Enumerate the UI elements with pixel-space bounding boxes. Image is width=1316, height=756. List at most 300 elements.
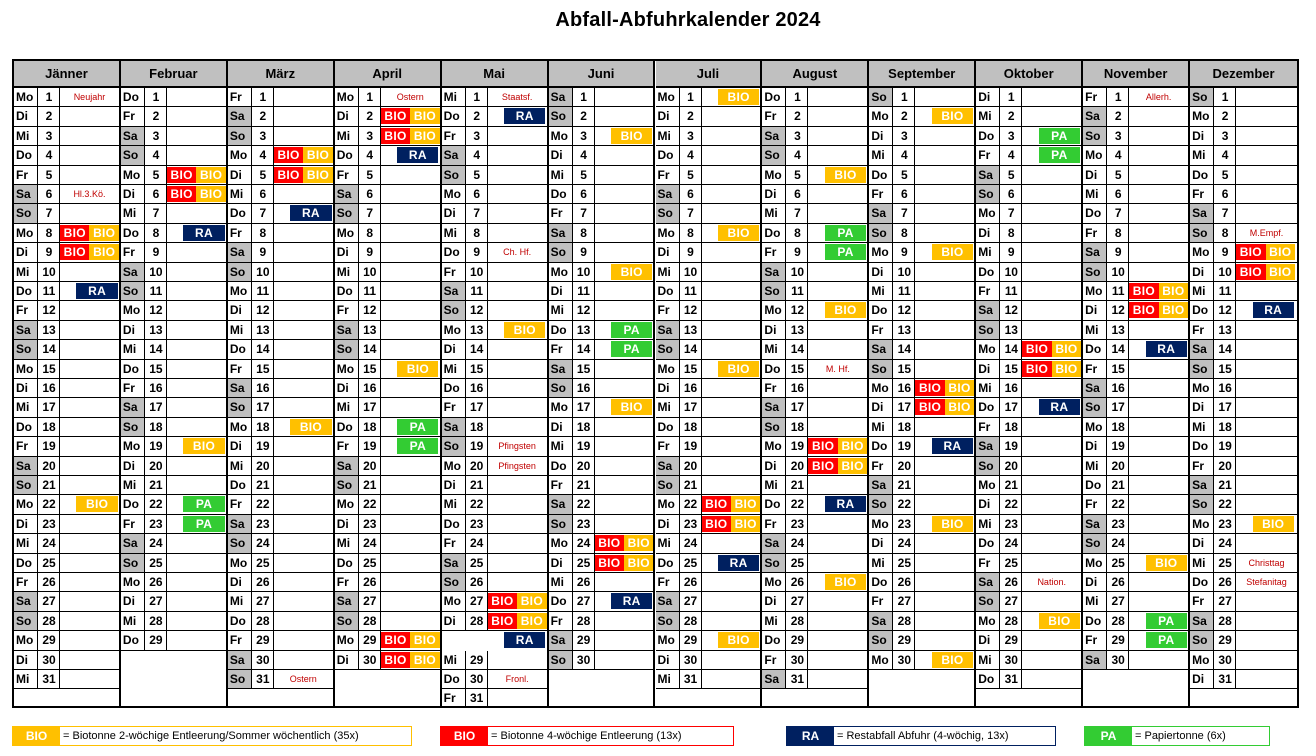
- day-events: [1129, 592, 1188, 610]
- day-events: [60, 88, 119, 106]
- day-row: [762, 592, 867, 611]
- legend-swatch: BIO: [13, 727, 60, 745]
- weekday-label: So: [335, 340, 359, 358]
- day-events: [595, 340, 654, 358]
- weekday-label: Mo: [121, 437, 145, 455]
- day-row: [976, 204, 1081, 223]
- day-row: [1083, 573, 1188, 592]
- weekday-label: Sa: [14, 321, 38, 339]
- day-row: [14, 340, 119, 359]
- pa-badge: PA: [397, 419, 438, 435]
- day-number: 23: [574, 515, 595, 533]
- weekday-label: Mi: [1083, 185, 1107, 203]
- day-number: 14: [146, 340, 167, 358]
- bio4-badge: BIO: [488, 593, 517, 609]
- day-number: 29: [467, 651, 488, 669]
- day-number: 11: [146, 282, 167, 300]
- day-number: 26: [1108, 573, 1129, 591]
- weekday-label: Sa: [1083, 379, 1107, 397]
- weekday-label: So: [335, 204, 359, 222]
- weekday-label: Di: [762, 457, 786, 475]
- day-row: [121, 88, 226, 107]
- day-events: [1022, 515, 1081, 533]
- day-row: [121, 204, 226, 223]
- day-row: [228, 166, 333, 185]
- weekday-label: Mi: [121, 204, 145, 222]
- weekday-label: Mo: [762, 437, 786, 455]
- day-row: [14, 554, 119, 573]
- day-events: [1129, 88, 1188, 106]
- weekday-label: Mo: [14, 631, 38, 649]
- weekday-label: So: [656, 340, 680, 358]
- day-events: [1022, 592, 1081, 610]
- weekday-label: Fr: [335, 166, 359, 184]
- day-events: [1022, 379, 1081, 397]
- weekday-label: Di: [14, 379, 38, 397]
- day-number: 21: [253, 476, 274, 494]
- day-events: [381, 612, 440, 630]
- day-number: 31: [253, 670, 274, 688]
- day-number: 8: [787, 224, 808, 242]
- bio-badge: BIO: [718, 89, 759, 105]
- weekday-label: Mo: [335, 495, 359, 513]
- holiday-label: Christtag: [1248, 557, 1285, 568]
- day-number: 7: [1215, 204, 1236, 222]
- weekday-label: Mo: [121, 166, 145, 184]
- day-number: 9: [39, 243, 60, 261]
- day-row: [228, 224, 333, 243]
- day-events: [702, 534, 761, 552]
- day-row: [1190, 282, 1297, 301]
- day-events: [702, 398, 761, 416]
- day-number: 18: [1001, 418, 1022, 436]
- day-row: [14, 185, 119, 204]
- weekday-label: Fr: [976, 418, 1000, 436]
- day-row: [656, 360, 761, 379]
- weekday-label: Do: [762, 360, 786, 378]
- day-row: [335, 534, 440, 553]
- day-row: [121, 146, 226, 165]
- day-number: 22: [681, 495, 702, 513]
- day-row: [228, 360, 333, 379]
- day-events: [595, 631, 654, 649]
- day-events: [488, 437, 547, 455]
- day-events: [1022, 224, 1081, 242]
- month-column: [442, 61, 549, 706]
- day-row: [656, 107, 761, 126]
- weekday-label: So: [549, 379, 573, 397]
- day-events: [274, 554, 333, 572]
- day-number: 19: [574, 437, 595, 455]
- bio-badge: BIO: [410, 632, 439, 648]
- day-row: [228, 398, 333, 417]
- weekday-label: Sa: [1083, 107, 1107, 125]
- weekday-label: Mo: [549, 534, 573, 552]
- weekday-label: So: [442, 437, 466, 455]
- day-events: [915, 651, 974, 669]
- weekday-label: Do: [121, 88, 145, 106]
- weekday-label: Mi: [762, 612, 786, 630]
- day-row: [656, 437, 761, 456]
- weekday-label: Fr: [549, 204, 573, 222]
- day-number: 5: [360, 166, 381, 184]
- day-events: [915, 612, 974, 630]
- day-row: [976, 360, 1081, 379]
- weekday-label: Di: [14, 515, 38, 533]
- day-row: [335, 185, 440, 204]
- bio4-badge: BIO: [1022, 341, 1051, 357]
- day-row: [656, 263, 761, 282]
- weekday-label: Mi: [442, 651, 466, 669]
- day-events: [167, 534, 226, 552]
- day-number: 24: [253, 534, 274, 552]
- bio-badge: BIO: [932, 244, 973, 260]
- day-number: 21: [894, 476, 915, 494]
- day-number: 11: [1215, 282, 1236, 300]
- day-number: 19: [146, 437, 167, 455]
- day-row: [762, 437, 867, 456]
- day-events: [1129, 204, 1188, 222]
- day-row: [976, 651, 1081, 670]
- day-events: [167, 88, 226, 106]
- day-number: 3: [787, 127, 808, 145]
- day-events: [1022, 301, 1081, 319]
- weekday-label: So: [442, 301, 466, 319]
- day-events: [488, 127, 547, 145]
- day-events: [167, 457, 226, 475]
- bio4-badge: BIO: [915, 380, 944, 396]
- day-events: [274, 418, 333, 436]
- day-row: [228, 418, 333, 437]
- weekday-label: Mi: [976, 243, 1000, 261]
- day-number: 11: [1001, 282, 1022, 300]
- day-number: 22: [1108, 495, 1129, 513]
- day-number: 18: [894, 418, 915, 436]
- day-number: 6: [467, 185, 488, 203]
- day-row: [1083, 418, 1188, 437]
- day-row: [976, 224, 1081, 243]
- day-row: [762, 263, 867, 282]
- day-row: [1083, 107, 1188, 126]
- weekday-label: Do: [656, 146, 680, 164]
- day-number: 19: [787, 437, 808, 455]
- day-row: [335, 224, 440, 243]
- day-number: 17: [1215, 398, 1236, 416]
- day-row: [228, 185, 333, 204]
- day-events: [1129, 166, 1188, 184]
- day-number: 18: [253, 418, 274, 436]
- day-row: [335, 573, 440, 592]
- weekday-label: Do: [869, 437, 893, 455]
- bio4-badge: BIO: [595, 555, 624, 571]
- day-number: 21: [360, 476, 381, 494]
- weekday-label: Mi: [656, 398, 680, 416]
- weekday-label: Mi: [656, 127, 680, 145]
- weekday-label: Di: [1190, 127, 1214, 145]
- weekday-label: Do: [228, 204, 252, 222]
- day-events: [488, 204, 547, 222]
- day-number: 17: [1108, 398, 1129, 416]
- day-events: [808, 573, 867, 591]
- day-row: [1190, 243, 1297, 262]
- day-events: [60, 243, 119, 261]
- day-row: [335, 301, 440, 320]
- day-events: [808, 437, 867, 455]
- day-row: [121, 515, 226, 534]
- day-events: [1236, 282, 1297, 300]
- day-number: 9: [1215, 243, 1236, 261]
- day-events: [60, 185, 119, 203]
- day-events: [274, 224, 333, 242]
- day-events: [915, 495, 974, 513]
- day-number: 2: [1108, 107, 1129, 125]
- bio4-badge: BIO: [488, 613, 517, 629]
- weekday-label: Sa: [228, 243, 252, 261]
- weekday-label: Fr: [442, 263, 466, 281]
- bio4-badge: BIO: [808, 438, 837, 454]
- day-events: [488, 573, 547, 591]
- day-events: [1022, 437, 1081, 455]
- day-row: [442, 670, 547, 689]
- day-row: [1190, 670, 1297, 689]
- day-events: [1022, 185, 1081, 203]
- day-events: [702, 418, 761, 436]
- day-row: [1190, 88, 1297, 107]
- day-events: [381, 166, 440, 184]
- day-row: [762, 379, 867, 398]
- day-events: [595, 224, 654, 242]
- weekday-label: Do: [335, 554, 359, 572]
- day-number: 2: [360, 107, 381, 125]
- weekday-label: Di: [549, 554, 573, 572]
- weekday-label: Sa: [121, 534, 145, 552]
- day-events: [167, 263, 226, 281]
- day-number: 16: [253, 379, 274, 397]
- day-events: [274, 476, 333, 494]
- day-number: 23: [360, 515, 381, 533]
- day-number: 15: [681, 360, 702, 378]
- day-events: [381, 340, 440, 358]
- day-events: [488, 612, 547, 630]
- weekday-label: So: [1083, 127, 1107, 145]
- day-number: 25: [1215, 554, 1236, 572]
- day-number: 3: [1108, 127, 1129, 145]
- day-number: 6: [681, 185, 702, 203]
- weekday-label: So: [976, 321, 1000, 339]
- day-row: [228, 631, 333, 650]
- day-row: [762, 457, 867, 476]
- weekday-label: Di: [442, 340, 466, 358]
- day-number: 15: [787, 360, 808, 378]
- day-row: [442, 534, 547, 553]
- day-number: 21: [1215, 476, 1236, 494]
- day-row: [762, 554, 867, 573]
- weekday-label: So: [121, 282, 145, 300]
- day-row: [335, 612, 440, 631]
- day-events: [1129, 398, 1188, 416]
- weekday-label: Mo: [869, 243, 893, 261]
- day-row: [869, 398, 974, 417]
- day-number: 18: [360, 418, 381, 436]
- day-events: [915, 321, 974, 339]
- day-number: 2: [253, 107, 274, 125]
- weekday-label: Sa: [762, 534, 786, 552]
- day-row: [14, 243, 119, 262]
- day-number: 18: [39, 418, 60, 436]
- day-row: [1083, 534, 1188, 553]
- weekday-label: Di: [762, 321, 786, 339]
- day-events: [808, 146, 867, 164]
- weekday-label: Fr: [335, 301, 359, 319]
- day-number: 16: [146, 379, 167, 397]
- day-events: [808, 631, 867, 649]
- day-events: [274, 107, 333, 125]
- day-events: [915, 592, 974, 610]
- day-number: 19: [681, 437, 702, 455]
- day-number: 24: [1215, 534, 1236, 552]
- day-events: [1022, 243, 1081, 261]
- weekday-label: Do: [1083, 612, 1107, 630]
- day-row: [14, 263, 119, 282]
- day-row: [762, 166, 867, 185]
- weekday-label: Sa: [1190, 204, 1214, 222]
- day-row: [762, 631, 867, 650]
- day-events: [1129, 554, 1188, 572]
- weekday-label: Mo: [121, 301, 145, 319]
- day-number: 14: [39, 340, 60, 358]
- weekday-label: Di: [335, 651, 359, 669]
- weekday-label: Do: [1083, 340, 1107, 358]
- day-row: [228, 534, 333, 553]
- day-row: [976, 243, 1081, 262]
- weekday-label: So: [869, 224, 893, 242]
- bio-badge: BIO: [1146, 555, 1187, 571]
- day-number: 10: [1215, 263, 1236, 281]
- weekday-label: Mi: [442, 495, 466, 513]
- day-row: [335, 592, 440, 611]
- day-number: 25: [681, 554, 702, 572]
- day-number: 3: [146, 127, 167, 145]
- day-number: 16: [1001, 379, 1022, 397]
- day-number: 4: [894, 146, 915, 164]
- weekday-label: So: [228, 670, 252, 688]
- day-row: [1083, 476, 1188, 495]
- day-number: 20: [360, 457, 381, 475]
- day-events: [1129, 340, 1188, 358]
- day-events: [595, 243, 654, 261]
- day-row: [14, 127, 119, 146]
- day-events: [1022, 534, 1081, 552]
- day-events: [1236, 670, 1297, 688]
- weekday-label: Sa: [976, 301, 1000, 319]
- day-row: [121, 282, 226, 301]
- day-number: 16: [360, 379, 381, 397]
- weekday-label: Sa: [549, 88, 573, 106]
- weekday-label: So: [14, 340, 38, 358]
- day-number: 20: [253, 457, 274, 475]
- day-number: 29: [1001, 631, 1022, 649]
- day-events: [1236, 379, 1297, 397]
- weekday-label: Mi: [335, 263, 359, 281]
- weekday-label: Di: [228, 301, 252, 319]
- bio-badge: BIO: [410, 128, 439, 144]
- weekday-label: So: [1083, 534, 1107, 552]
- weekday-label: Mi: [1083, 321, 1107, 339]
- day-events: [808, 418, 867, 436]
- day-events: [595, 495, 654, 513]
- day-number: 21: [1001, 476, 1022, 494]
- day-events: [808, 495, 867, 513]
- day-events: [381, 631, 440, 649]
- ra-badge: RA: [1253, 302, 1294, 318]
- day-row: [1190, 476, 1297, 495]
- day-events: [595, 166, 654, 184]
- weekday-label: Mi: [14, 670, 38, 688]
- day-number: 17: [681, 398, 702, 416]
- day-number: 5: [253, 166, 274, 184]
- bio-badge: BIO: [932, 108, 973, 124]
- weekday-label: Fr: [442, 689, 466, 707]
- day-number: 19: [1001, 437, 1022, 455]
- day-events: [488, 224, 547, 242]
- weekday-label: Fr: [1190, 592, 1214, 610]
- day-events: [595, 321, 654, 339]
- weekday-label: Mo: [869, 379, 893, 397]
- weekday-label: Do: [869, 301, 893, 319]
- day-events: [702, 515, 761, 533]
- day-events: [488, 631, 547, 650]
- weekday-label: Fr: [549, 476, 573, 494]
- legend-text: = Biotonne 2-wöchige Entleerung/Sommer wöchentlich (35x): [63, 730, 359, 742]
- day-number: 26: [146, 573, 167, 591]
- weekday-label: Mi: [549, 166, 573, 184]
- weekday-label: Mi: [549, 573, 573, 591]
- day-row: [1083, 301, 1188, 320]
- day-events: [1236, 457, 1297, 475]
- day-number: 4: [1001, 146, 1022, 164]
- day-row: [14, 224, 119, 243]
- day-number: 6: [1215, 185, 1236, 203]
- weekday-label: Mo: [549, 127, 573, 145]
- day-row: [976, 107, 1081, 126]
- day-row: [656, 321, 761, 340]
- day-events: [381, 107, 440, 125]
- day-events: [167, 224, 226, 242]
- day-number: 17: [39, 398, 60, 416]
- day-row: [549, 515, 654, 534]
- day-events: [381, 554, 440, 572]
- day-number: 30: [681, 651, 702, 669]
- weekday-label: Sa: [976, 166, 1000, 184]
- month-column: [869, 61, 976, 706]
- weekday-label: Sa: [14, 592, 38, 610]
- day-events: [1022, 166, 1081, 184]
- bio4-badge: BIO: [381, 108, 410, 124]
- day-row: [1083, 88, 1188, 107]
- weekday-label: Fr: [656, 166, 680, 184]
- day-number: 12: [1108, 301, 1129, 319]
- day-row: [1190, 360, 1297, 379]
- bio-badge: BIO: [1266, 244, 1295, 260]
- day-events: [488, 146, 547, 164]
- pa-badge: PA: [825, 225, 866, 241]
- day-number: 17: [253, 398, 274, 416]
- day-row: [14, 379, 119, 398]
- day-row: [869, 360, 974, 379]
- weekday-label: So: [869, 88, 893, 106]
- ra-badge: RA: [1039, 399, 1080, 415]
- day-events: [1236, 107, 1297, 125]
